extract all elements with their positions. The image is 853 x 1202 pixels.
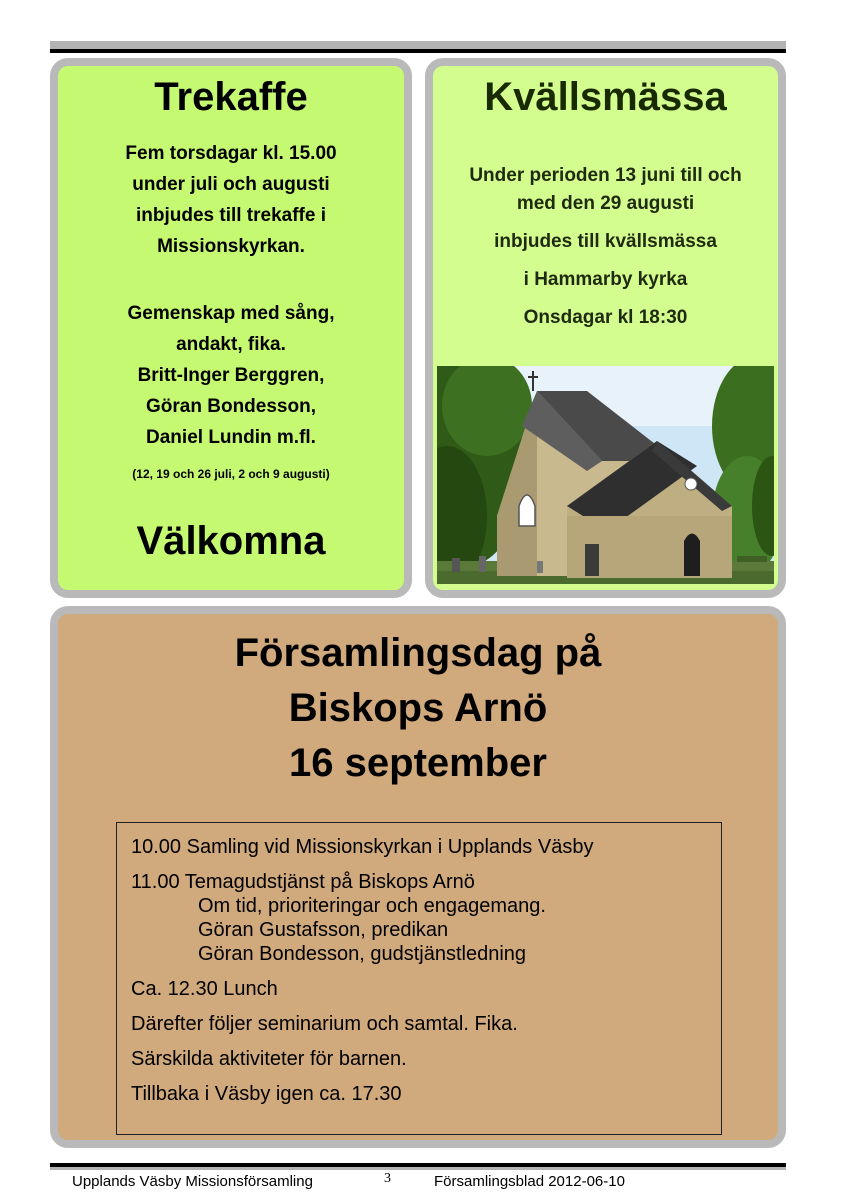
footer-publication: Församlingsblad 2012-06-10 [434,1173,625,1190]
program-item: Därefter följer seminarium och samtal. Fika. [131,1013,518,1035]
trekaffe-dates: (12, 19 och 26 juli, 2 och 9 augusti) [132,467,330,481]
trekaffe-box [50,58,412,598]
trekaffe-line: Gemenskap med sång, [127,303,335,324]
trekaffe-line: under juli och augusti [132,174,330,195]
trekaffe-line: Daniel Lundin m.fl. [146,427,316,448]
trekaffe-line: Fem torsdagar kl. 15.00 [125,143,337,164]
footer-page-number: 3 [384,1171,391,1186]
trekaffe-line: Göran Bondesson, [146,396,316,417]
forsamlingsdag-title-line: 16 september [289,741,547,785]
trekaffe-title: Trekaffe [154,75,308,119]
program-item: Tillbaka i Väsby igen ca. 17.30 [131,1083,402,1105]
forsamlingsdag-box [50,606,786,1148]
forsamlingsdag-title [58,626,778,791]
program-item: Ca. 12.30 Lunch [131,978,278,1000]
church-photo [437,366,774,584]
program-subitem: Om tid, prioriteringar och engagemang. [198,895,546,917]
program-item: Särskilda aktiviteter för barnen. [131,1048,407,1070]
trekaffe-line: inbjudes till trekaffe i [135,205,327,226]
program-item: 10.00 Samling vid Missionskyrkan i Upplands Väsby [131,836,594,858]
trekaffe-invitation [58,138,404,262]
forsamlingsdag-title-line: Församlingsdag på [234,631,602,675]
kvallsmassa-line: Under perioden 13 juni till och [469,165,742,186]
top-rule-black [50,49,786,53]
trekaffe-details [58,298,404,453]
kvallsmassa-line: inbjudes till kvällsmässa [494,231,717,252]
kvallsmassa-line: Onsdagar kl 18:30 [523,307,688,328]
top-rule-gray [50,41,786,49]
forsamlingsdag-title-line: Biskops Arnö [288,686,548,730]
kvallsmassa-line: i Hammarby kyrka [523,269,688,290]
kvallsmassa-box [425,58,786,598]
bottom-rule-gray [50,1167,786,1170]
trekaffe-welcome: Välkomna [136,519,326,563]
trekaffe-line: Britt-Inger Berggren, [137,365,325,386]
trekaffe-line: andakt, fika. [176,334,286,355]
footer-organization: Upplands Väsby Missionsförsamling [72,1173,313,1190]
kvallsmassa-line: med den 29 augusti [516,193,695,214]
trekaffe-line: Missionskyrkan. [157,236,305,257]
program-subitem: Göran Bondesson, gudstjänstledning [198,943,527,965]
kvallsmassa-title: Kvällsmässa [484,75,727,119]
program-subitem: Göran Gustafsson, predikan [198,919,449,941]
kvallsmassa-text [433,162,778,332]
program-box [116,822,722,1135]
program-item: 11.00 Temagudstjänst på Biskops Arnö [131,871,475,893]
